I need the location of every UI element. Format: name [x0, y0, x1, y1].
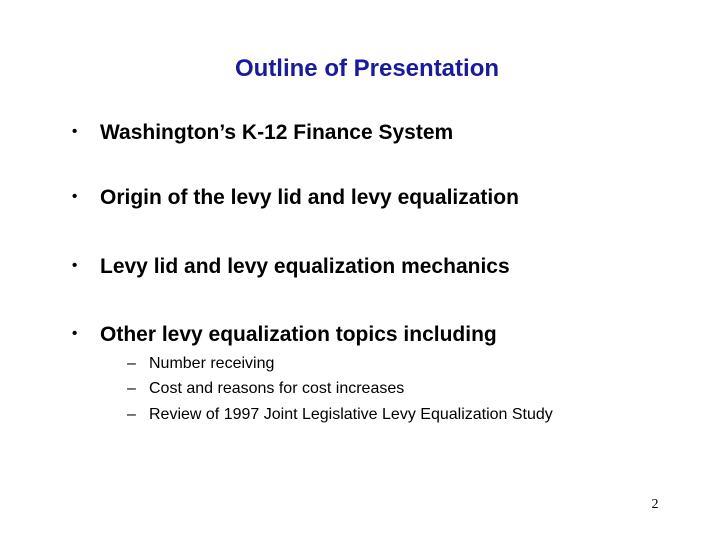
sub-bullet-marker: – [127, 355, 136, 372]
bullet-item-other-topics [72, 321, 497, 348]
sub-bullet-text: Cost and reasons for cost increases [149, 380, 405, 397]
sub-bullet-number-receiving [127, 354, 274, 374]
bullet-text: Levy lid and levy equalization mechanics [100, 255, 510, 278]
sub-bullet-marker: – [127, 406, 136, 423]
sub-bullet-text: Number receiving [149, 355, 275, 372]
sub-bullet-text: Review of 1997 Joint Legislative Levy Equalization Study [149, 406, 553, 423]
slide-title: Outline of Presentation [234, 55, 500, 82]
bullet-item-finance-system [72, 119, 453, 146]
sub-bullet-marker: – [127, 380, 136, 397]
bullet-text: Origin of the levy lid and levy equalization [100, 186, 519, 209]
bullet-item-mechanics [72, 253, 510, 280]
bullet-text: Washington’s K-12 Finance System [100, 121, 454, 144]
bullet-marker: • [72, 123, 78, 140]
bullet-marker: • [72, 257, 78, 274]
bullet-item-origin [72, 184, 519, 211]
bullet-text: Other levy equalization topics including [100, 323, 497, 346]
page-number: 2 [651, 497, 659, 512]
bullet-marker: • [72, 188, 78, 205]
bullet-marker: • [72, 325, 78, 342]
sub-bullet-cost [127, 379, 404, 399]
sub-bullet-study-review [127, 405, 553, 425]
